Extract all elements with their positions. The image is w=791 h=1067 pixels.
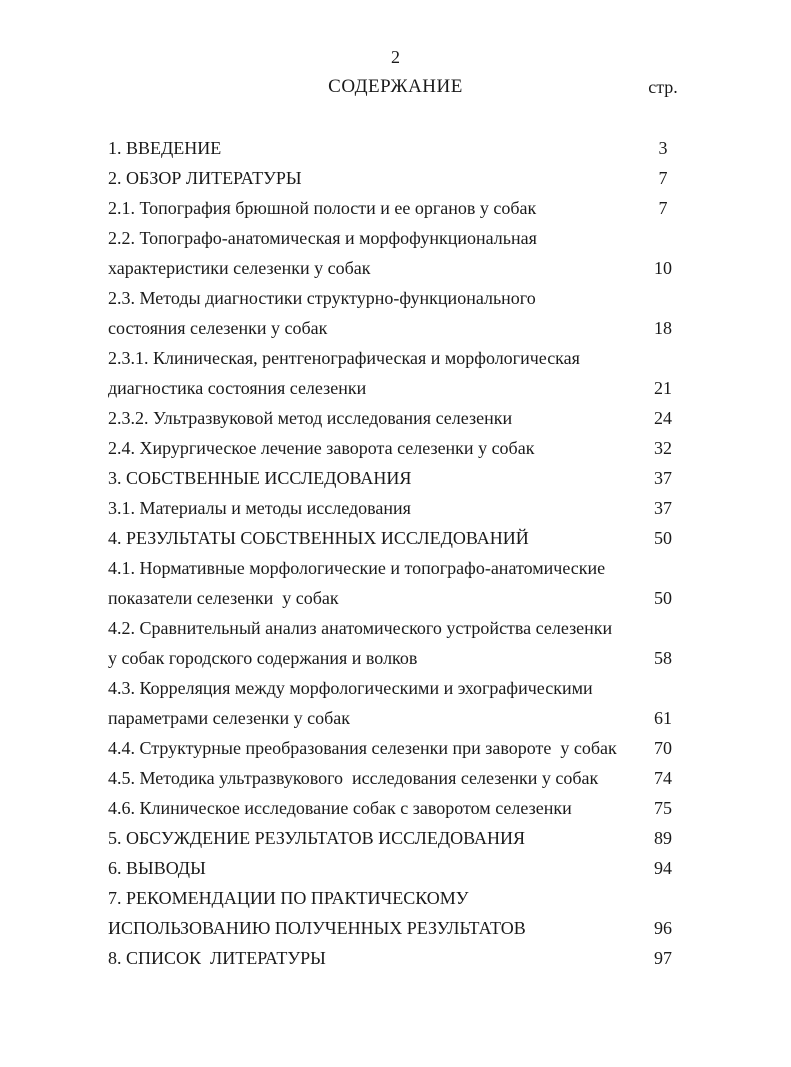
toc-header bbox=[108, 75, 683, 99]
toc-entry-text: 6. ВЫВОДЫ bbox=[108, 858, 206, 878]
toc-entry-text: 4.6. Клиническое исследование собак с заворотом селезенки bbox=[108, 798, 572, 818]
toc-entry-page: 61 bbox=[654, 708, 672, 728]
toc-entry-page: 75 bbox=[654, 798, 672, 818]
toc-entry-text: 2.3. Методы диагностики структурно-функционального bbox=[108, 288, 536, 308]
toc-entry-text: характеристики селезенки у собак bbox=[108, 258, 371, 278]
toc-entry-text: показатели селезенки у собак bbox=[108, 588, 339, 608]
toc-row bbox=[108, 643, 683, 673]
toc-row bbox=[108, 883, 683, 913]
toc-row bbox=[108, 223, 683, 253]
toc-entry-text: состояния селезенки у собак bbox=[108, 318, 328, 338]
toc-row bbox=[108, 133, 683, 163]
toc-row bbox=[108, 823, 683, 853]
toc-row bbox=[108, 913, 683, 943]
toc-row bbox=[108, 673, 683, 703]
toc-row bbox=[108, 253, 683, 283]
toc-row bbox=[108, 283, 683, 313]
toc-entry-text: 4.3. Корреляция между морфологическими и эхографическими bbox=[108, 678, 593, 698]
toc-entry-text: 2.4. Хирургическое лечение заворота селезенки у собак bbox=[108, 438, 535, 458]
toc-entry-page: 18 bbox=[654, 318, 672, 338]
toc-entry-text: 2.2. Топографо-анатомическая и морфофункциональная bbox=[108, 228, 537, 248]
toc-entry-text: 2.3.1. Клиническая, рентгенографическая и морфологическая bbox=[108, 348, 580, 368]
toc-row bbox=[108, 763, 683, 793]
toc-entry-text: 3.1. Материалы и методы исследования bbox=[108, 498, 411, 518]
toc-entry-text: 2.1. Топография брюшной полости и ее органов у собак bbox=[108, 198, 537, 218]
toc-row bbox=[108, 553, 683, 583]
toc-entry-text: 4.2. Сравнительный анализ анатомического устройства селезенки bbox=[108, 618, 613, 638]
toc-entry-page: 7 bbox=[658, 168, 668, 188]
toc-entry-page: 37 bbox=[654, 468, 672, 488]
toc-entry-text: 2. ОБЗОР ЛИТЕРАТУРЫ bbox=[108, 168, 302, 188]
toc-entry-text: 2.3.2. Ультразвуковой метод исследования селезенки bbox=[108, 408, 513, 428]
toc-row bbox=[108, 853, 683, 883]
toc-entry-page: 97 bbox=[654, 948, 672, 968]
toc-entry-text: у собак городского содержания и волков bbox=[108, 648, 418, 668]
toc-row bbox=[108, 433, 683, 463]
toc-row bbox=[108, 403, 683, 433]
toc-entry-page: 50 bbox=[654, 528, 672, 548]
toc-entry-text: 1. ВВЕДЕНИЕ bbox=[108, 138, 222, 158]
toc-entry-text: 5. ОБСУЖДЕНИЕ РЕЗУЛЬТАТОВ ИССЛЕДОВАНИЯ bbox=[108, 828, 526, 848]
toc-row bbox=[108, 943, 683, 973]
page-number: 2 bbox=[391, 47, 400, 67]
toc-entry-text: 3. СОБСТВЕННЫЕ ИССЛЕДОВАНИЯ bbox=[108, 468, 412, 488]
toc-entry-text: 4.5. Методика ультразвукового исследования селезенки у собак bbox=[108, 768, 599, 788]
toc-entry-page: 10 bbox=[654, 258, 672, 278]
page-column-label: стр. bbox=[648, 77, 678, 97]
toc-entry-text: 4. РЕЗУЛЬТАТЫ СОБСТВЕННЫХ ИССЛЕДОВАНИЙ bbox=[108, 528, 529, 548]
toc-row bbox=[108, 193, 683, 223]
page-title: СОДЕРЖАНИЕ bbox=[328, 76, 463, 97]
toc-entry-page: 58 bbox=[654, 648, 672, 668]
toc-entry-page: 94 bbox=[654, 858, 672, 878]
toc-entry-text: диагностика состояния селезенки bbox=[108, 378, 367, 398]
toc-entry-page: 24 bbox=[654, 408, 672, 428]
toc-row bbox=[108, 493, 683, 523]
toc-entry-page: 32 bbox=[654, 438, 672, 458]
toc-entry-page: 50 bbox=[654, 588, 672, 608]
toc-entry-page: 89 bbox=[654, 828, 672, 848]
toc-row bbox=[108, 463, 683, 493]
toc-row bbox=[108, 733, 683, 763]
toc-row bbox=[108, 343, 683, 373]
toc-entry-page: 3 bbox=[658, 138, 668, 158]
toc-entry-page: 96 bbox=[654, 918, 672, 938]
toc-entry-page: 7 bbox=[658, 198, 668, 218]
toc-row bbox=[108, 373, 683, 403]
toc-row bbox=[108, 703, 683, 733]
toc-entry-text: 4.4. Структурные преобразования селезенки при завороте у собак bbox=[108, 738, 617, 758]
toc-entry-text: параметрами селезенки у собак bbox=[108, 708, 350, 728]
toc-entry-page: 70 bbox=[654, 738, 672, 758]
toc-row bbox=[108, 313, 683, 343]
toc-entry-text: 4.1. Нормативные морфологические и топографо-анатомические bbox=[108, 558, 606, 578]
toc-entry-text: 7. РЕКОМЕНДАЦИИ ПО ПРАКТИЧЕСКОМУ bbox=[108, 888, 469, 908]
toc-list bbox=[108, 133, 683, 973]
toc-entry-page: 21 bbox=[654, 378, 672, 398]
toc-entry-text: 8. СПИСОК ЛИТЕРАТУРЫ bbox=[108, 948, 326, 968]
toc-row bbox=[108, 793, 683, 823]
toc-entry-page: 74 bbox=[654, 768, 672, 788]
toc-row bbox=[108, 523, 683, 553]
toc-row bbox=[108, 163, 683, 193]
toc-row bbox=[108, 613, 683, 643]
toc-entry-text: ИСПОЛЬЗОВАНИЮ ПОЛУЧЕННЫХ РЕЗУЛЬТАТОВ bbox=[108, 918, 526, 938]
toc-entry-page: 37 bbox=[654, 498, 672, 518]
toc-row bbox=[108, 583, 683, 613]
